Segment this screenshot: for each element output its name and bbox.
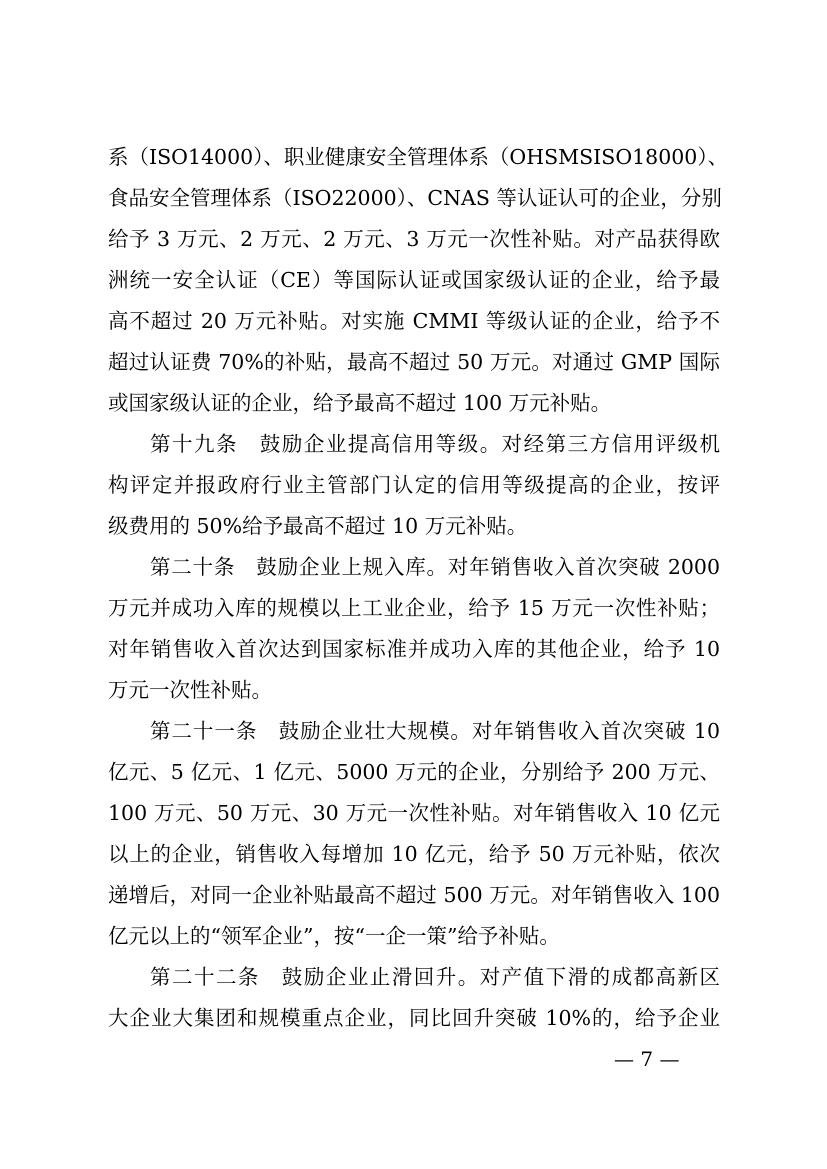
text-line: 100 万元、50 万元、30 万元一次性补贴。对年销售收入 10 亿元 [108, 801, 720, 825]
article-heading-line: 第二十一条 鼓励企业壮大规模。对年销售收入首次突破 10 [150, 719, 720, 743]
text-line: 或国家级认证的企业，给予最高不超过 100 万元补贴。 [108, 391, 612, 415]
text-line: 对年销售收入首次达到国家标准并成功入库的其他企业，给予 10 [108, 637, 720, 661]
text-line: 给予 3 万元、2 万元、2 万元、3 万元一次性补贴。对产品获得欧 [108, 227, 720, 251]
text-line: 洲统一安全认证（CE）等国际认证或国家级认证的企业，给予最 [108, 268, 720, 292]
text-line: 大企业大集团和规模重点企业，同比回升突破 10%的，给予企业 [108, 1006, 720, 1030]
text-line: 食品安全管理体系（ISO22000）、CNAS 等认证认可的企业，分别 [108, 186, 722, 210]
article-heading-line: 第二十条 鼓励企业上规入库。对年销售收入首次突破 2000 [150, 555, 720, 579]
text-line: 构评定并报政府行业主管部门认定的信用等级提高的企业，按评 [108, 473, 720, 497]
article-heading-line: 第十九条 鼓励企业提高信用等级。对经第三方信用评级机 [150, 432, 720, 456]
text-line: 亿元、5 亿元、1 亿元、5000 万元的企业，分别给予 200 万元、 [108, 760, 720, 784]
text-line: 系（ISO14000）、职业健康安全管理体系（OHSMSISO18000）、 [108, 145, 729, 169]
text-line: 递增后，对同一企业补贴最高不超过 500 万元。对年销售收入 100 [108, 883, 720, 907]
page-number: — 7 — [614, 1047, 680, 1071]
text-line: 高不超过 20 万元补贴。对实施 CMMI 等级认证的企业，给予不 [108, 309, 720, 333]
text-line: 以上的企业，销售收入每增加 10 亿元，给予 50 万元补贴，依次 [108, 842, 720, 866]
text-line: 万元一次性补贴。 [108, 678, 272, 702]
text-line: 亿元以上的“领军企业”，按“一企一策”给予补贴。 [108, 924, 560, 948]
text-line: 超过认证费 70%的补贴，最高不超过 50 万元。对通过 GMP 国际 [108, 350, 720, 374]
article-heading-line: 第二十二条 鼓励企业止滑回升。对产值下滑的成都高新区 [150, 965, 720, 989]
text-line: 级费用的 50%给予最高不超过 10 万元补贴。 [108, 514, 528, 538]
text-line: 万元并成功入库的规模以上工业企业，给予 15 万元一次性补贴； [108, 596, 720, 620]
